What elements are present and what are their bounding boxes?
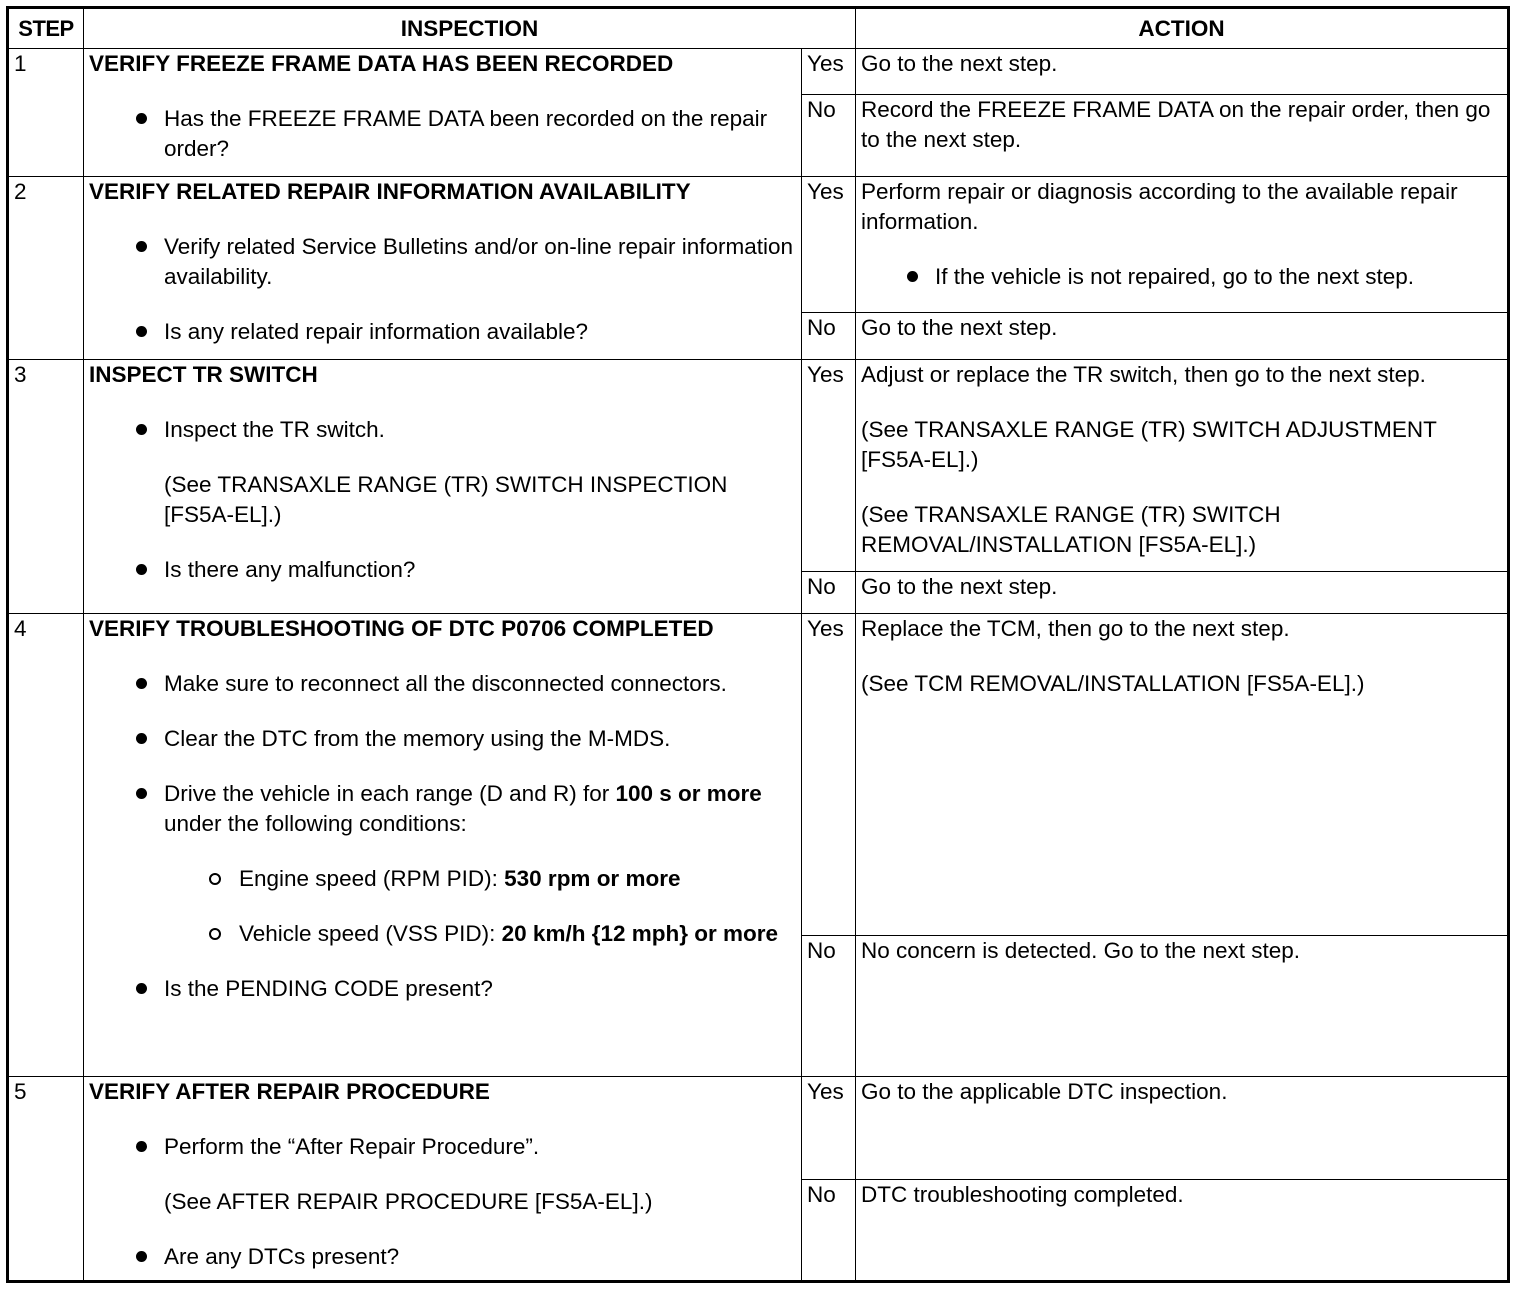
bullet-item: Is the PENDING CODE present? (89, 974, 801, 1004)
step-3-yes-row (8, 359, 1509, 571)
step-number: 5 (8, 1076, 84, 1281)
yes-action: Adjust or replace the TR switch, then go to the next step. (861, 361, 1426, 387)
step-1-inspection (84, 49, 802, 177)
step-3-inspection (84, 359, 802, 613)
no-action: Go to the next step. (856, 313, 1509, 359)
sub-bullet-item (89, 919, 801, 949)
no-action: No concern is detected. Go to the next step. (856, 936, 1509, 1076)
bullet-item: Are any DTCs present? (89, 1242, 801, 1272)
yes-action-cell (856, 177, 1509, 313)
no-label: No (802, 95, 856, 177)
yes-label: Yes (802, 177, 856, 313)
reference-note: (See TRANSAXLE RANGE (TR) SWITCH ADJUSTMENT [FS5A-EL].) (861, 416, 1437, 472)
sub-text: Engine speed (RPM PID): (239, 865, 498, 891)
bullet-item: Clear the DTC from the memory using the M-MDS. (89, 724, 801, 754)
no-label: No (802, 313, 856, 359)
sub-bold: 530 rpm or more (504, 865, 681, 891)
bullet-item: Has the FREEZE FRAME DATA been recorded on the repair order? (89, 104, 801, 164)
step-number: 4 (8, 613, 84, 1076)
step-title: VERIFY AFTER REPAIR PROCEDURE (89, 1078, 490, 1104)
yes-label: Yes (802, 49, 856, 95)
step-2-inspection (84, 177, 802, 359)
step-title: VERIFY FREEZE FRAME DATA HAS BEEN RECORDED (89, 51, 674, 77)
step-5-yes-row (8, 1076, 1509, 1179)
header-action: ACTION (856, 8, 1509, 49)
header-step: STEP (8, 8, 84, 49)
no-action: Record the FREEZE FRAME DATA on the repair order, then go to the next step. (856, 95, 1509, 177)
bullet-item: Is any related repair information available? (89, 317, 801, 347)
header-inspection: INSPECTION (84, 8, 856, 49)
step-5-inspection (84, 1076, 802, 1281)
yes-action-cell (856, 359, 1509, 571)
drive-text2: under the following conditions: (164, 810, 467, 836)
bullet-item (89, 779, 801, 839)
reference-note: (See TRANSAXLE RANGE (TR) SWITCH INSPECTION [FS5A-EL].) (164, 471, 728, 527)
yes-action-cell (856, 613, 1509, 936)
reference-note: (See TRANSAXLE RANGE (TR) SWITCH REMOVAL/INSTALLATION [FS5A-EL].) (861, 501, 1281, 557)
no-label: No (802, 571, 856, 613)
step-number: 2 (8, 177, 84, 359)
step-4-inspection (84, 613, 802, 1076)
bullet-item: Is there any malfunction? (89, 555, 801, 585)
step-number: 3 (8, 359, 84, 613)
step-title: VERIFY RELATED REPAIR INFORMATION AVAILABILITY (89, 179, 691, 205)
step-title: VERIFY TROUBLESHOOTING OF DTC P0706 COMPLETED (89, 615, 714, 641)
no-label: No (802, 1179, 856, 1281)
yes-label: Yes (802, 613, 856, 936)
step-2-yes-row (8, 177, 1509, 313)
bullet-item: Inspect the TR switch. (89, 415, 801, 445)
step-number: 1 (8, 49, 84, 177)
yes-label: Yes (802, 359, 856, 571)
no-action: Go to the next step. (856, 571, 1509, 613)
yes-label: Yes (802, 1076, 856, 1179)
reference-note: (See AFTER REPAIR PROCEDURE [FS5A-EL].) (164, 1188, 653, 1214)
drive-text: Drive the vehicle in each range (D and R) for (164, 780, 610, 806)
yes-action: Go to the applicable DTC inspection. (856, 1076, 1509, 1179)
sub-bold: 20 km/h {12 mph} or more (501, 920, 779, 946)
bullet-item: Verify related Service Bulletins and/or on-line repair information availability. (89, 232, 801, 292)
diagnostic-procedure-table (6, 6, 1510, 1283)
drive-bold: 100 s or more (615, 780, 762, 806)
bullet-item: Perform the “After Repair Procedure”. (89, 1132, 801, 1162)
header-row (8, 8, 1509, 49)
yes-action: Replace the TCM, then go to the next step. (861, 615, 1290, 641)
yes-action: Perform repair or diagnosis according to the available repair information. (861, 179, 1458, 235)
step-1-yes-row (8, 49, 1509, 95)
no-action: DTC troubleshooting completed. (856, 1179, 1509, 1281)
bullet-item: Make sure to reconnect all the disconnected connectors. (89, 669, 801, 699)
yes-action: Go to the next step. (856, 49, 1509, 95)
step-title: INSPECT TR SWITCH (89, 361, 318, 387)
sub-text: Vehicle speed (VSS PID): (239, 920, 496, 946)
action-bullet: If the vehicle is not repaired, go to the next step. (861, 262, 1507, 292)
no-label: No (802, 936, 856, 1076)
reference-note: (See TCM REMOVAL/INSTALLATION [FS5A-EL].) (861, 670, 1365, 696)
sub-bullet-item (89, 864, 801, 894)
step-4-yes-row (8, 613, 1509, 936)
